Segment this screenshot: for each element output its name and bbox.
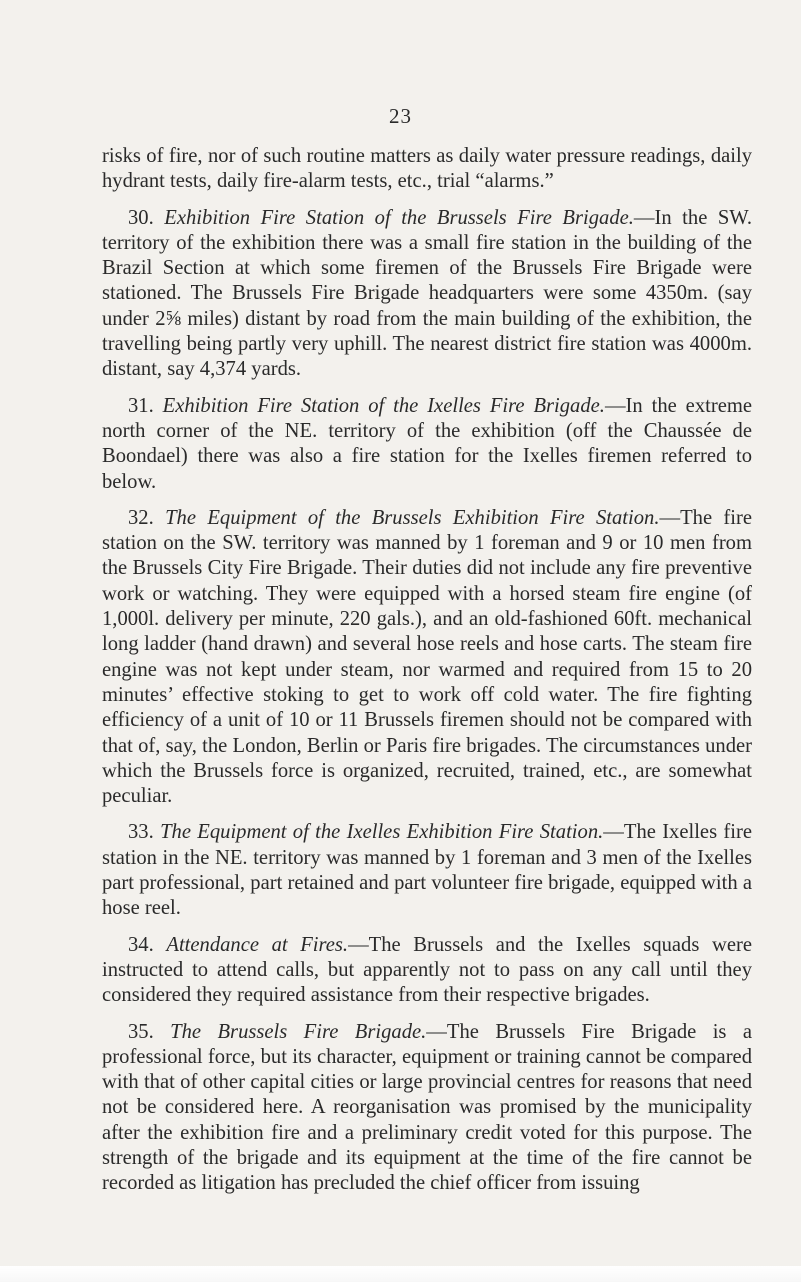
paragraph-31 — [102, 394, 752, 495]
paragraph-heading: Exhibition Fire Station of the Ixelles Fire Brigade. — [162, 394, 605, 417]
paragraph-number: 32. — [128, 506, 154, 529]
paragraph-text: —In the extreme north corner of the NE. territory of the exhibition (off the Chaussée de Boondael) there was also a fire station for the Ixelles firemen referred to below. — [102, 394, 752, 493]
paragraph-number: 33. — [128, 821, 154, 844]
paragraph-heading: The Equipment of the Ixelles Exhibition Fire Station. — [160, 821, 604, 844]
body-text — [102, 144, 752, 1208]
paragraph-heading: The Brussels Fire Brigade. — [170, 1020, 427, 1043]
paragraph-35 — [102, 1020, 752, 1197]
paragraph-32 — [102, 506, 752, 810]
page-bottom-edge — [0, 1266, 801, 1282]
paragraph-number: 31. — [128, 394, 154, 417]
paragraph-30 — [102, 206, 752, 383]
paragraph-text: —In the SW. territory of the exhibition there was a small fire station in the building of the Brazil Section at which some firemen of the Brussels Fire Brigade were stationed. The Brussels Fire Brigade headquarters were some 4350m. (say under 2⅝ miles) distant by road from the main building of the exhibition, the travelling being partly very uphill. The nearest district fire station was 4000m. distant, say 4,374 yards. — [102, 206, 752, 381]
paragraph-text: risks of fire, nor of such routine matters as daily water pressure readings, daily hydrant tests, daily fire-alarm tests, etc., trial “alarms.” — [102, 145, 752, 193]
paragraph-continuation — [102, 144, 752, 195]
paragraph-number: 35. — [128, 1020, 154, 1043]
paragraph-text: —The Brussels and the Ixelles squads were instructed to attend calls, but apparently not to pass on any call until they considered they required assistance from their respective brigades. — [102, 933, 752, 1007]
paragraph-heading: Exhibition Fire Station of the Brussels Fire Brigade. — [164, 206, 634, 229]
paragraph-text: —The Ixelles fire station in the NE. territory was manned by 1 foreman and 3 men of the Ixelles part professional, part retained and part volunteer fire brigade, equipped with a hose reel. — [102, 821, 752, 920]
paragraph-text: —The fire station on the SW. territory was manned by 1 foreman and 9 or 10 men from the Brussels City Fire Brigade. Their duties did not include any fire preventive work or watching. They were equipped with a horsed steam fire engine (of 1,000l. delivery per minute, 220 gals.), and an old-fashioned 60ft. mechanical long ladder (hand drawn) and several hose reels and hose carts. The steam fire engine was not kept under steam, nor warmed and required from 15 to 20 minutes’ effective stoking to get to work off cold water. The fire fighting efficiency of a unit of 10 or 11 Brussels firemen should not be compared with that of, say, the London, Berlin or Paris fire brigades. The circumstances under which the Brussels force is organized, recruited, trained, etc., are somewhat peculiar. — [102, 506, 753, 808]
paragraph-34 — [102, 933, 752, 1009]
paragraph-heading: Attendance at Fires. — [166, 933, 349, 956]
paragraph-heading: The Equipment of the Brussels Exhibition Fire Station. — [165, 506, 660, 529]
paragraph-number: 30. — [128, 206, 154, 229]
paragraph-number: 34. — [128, 933, 154, 956]
paragraph-text: —The Brussels Fire Brigade is a professional force, but its character, equipment or training cannot be compared with that of other capital cities or large provincial centres for reasons that need not be considered here. A reorganisation was promised by the municipality after the exhibition fire and a preliminary credit voted for this purpose. The strength of the brigade and its equipment at the time of the fire cannot be recorded as litigation has precluded the chief officer from issuing — [102, 1020, 753, 1195]
paragraph-33 — [102, 820, 752, 921]
page-number: 23 — [389, 104, 412, 128]
